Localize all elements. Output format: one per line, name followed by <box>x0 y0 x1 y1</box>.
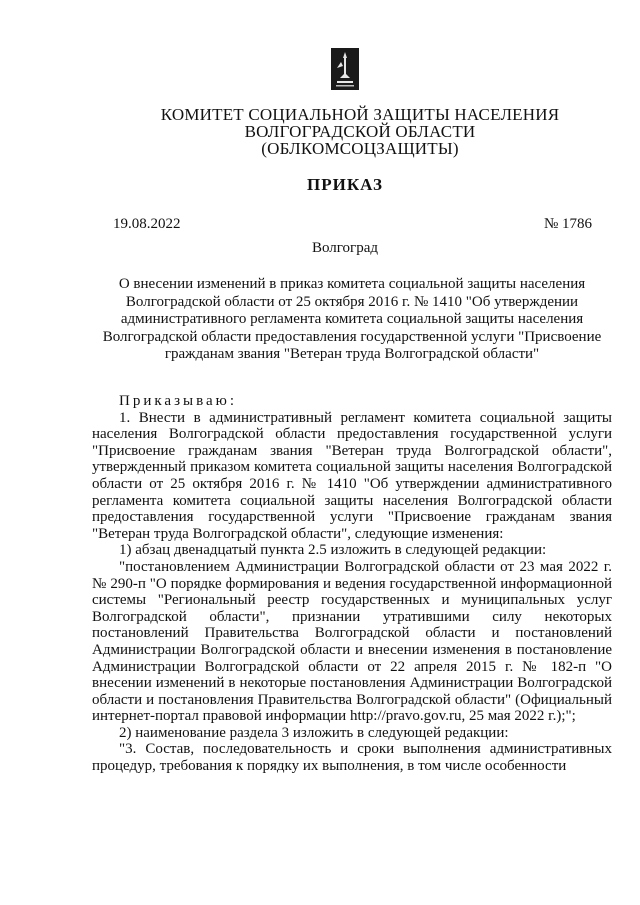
org-name-line-2: ВОЛГОГРАДСКОЙ ОБЛАСТИ <box>244 122 476 141</box>
org-name-line-3: (ОБЛКОМСОЦЗАЩИТЫ) <box>261 139 459 158</box>
paragraph-item-1: 1. Внести в административный регламент комитета социальной защиты населения Волгоградской области предоставления государственной услуги "Присвоение гражданам звания "Ветеран труда Волгоградской области", утвержденный приказом комитета социальной защиты населения Волгоградской области от 25 октября 2016 г. № 1410 "Об утверждении административного регламента комитета социальной защиты населения Волгоградской области предоставления государственной услуги "Присвоение гражданам звания "Ветеран труда Волгоградской области", следующие изменения: <box>92 409 612 542</box>
org-name-line-1: КОМИТЕТ СОЦИАЛЬНОЙ ЗАЩИТЫ НАСЕЛЕНИЯ <box>160 105 560 124</box>
document-subject: О внесении изменений в приказ комитета социальной защиты населения Волгоградской области от 25 октября 2016 г. № 1410 "Об утверждении административного регламента комитета социальной защиты населения Волгоградской области предоставления государственной услуги "Присвоение гражданам звания "Ветеран труда Волгоградской области" <box>102 276 602 362</box>
paragraph-subitem-2: 2) наименование раздела 3 изложить в следующей редакции: <box>119 724 509 741</box>
paragraph-quote-2: "3. Состав, последовательность и сроки выполнения административных процедур, требования к порядку их выполнения, в том числе особенности <box>92 741 612 775</box>
paragraph-quote-1: "постановлением Администрации Волгоградской области от 23 мая 2022 г. № 290-п "О порядке формирования и ведения государственной информационной системы "Региональный реестр государственных и муниципальных услуг Волгоградской области", признании утратившими силу некоторых постановлений Правительства Волгоградской области и постановлений Администрации Волгоградской области и внесении изменения в постановление Администрации Волгоградской области от 22 апреля 2015 г. № 182-п "О внесении изменений в некоторые постановления Администрации Волгоградской области и постановления Правительства Волгоградской области" (Официальный интернет-портал правовой информации http://pravo.gov.ru, 25 мая 2022 г.);"; <box>92 558 612 725</box>
paragraph-subitem-1: 1) абзац двенадцатый пункта 2.5 изложить в следующей редакции: <box>119 542 547 559</box>
coat-of-arms-emblem <box>331 48 359 90</box>
document-date: 19.08.2022 <box>113 216 181 232</box>
organization-header <box>100 106 620 157</box>
document-city: Волгоград <box>311 240 378 256</box>
document-title: ПРИКАЗ <box>307 175 383 194</box>
order-word: Приказываю: <box>119 393 237 409</box>
document-number: № 1786 <box>543 216 592 232</box>
document-body <box>92 393 612 775</box>
